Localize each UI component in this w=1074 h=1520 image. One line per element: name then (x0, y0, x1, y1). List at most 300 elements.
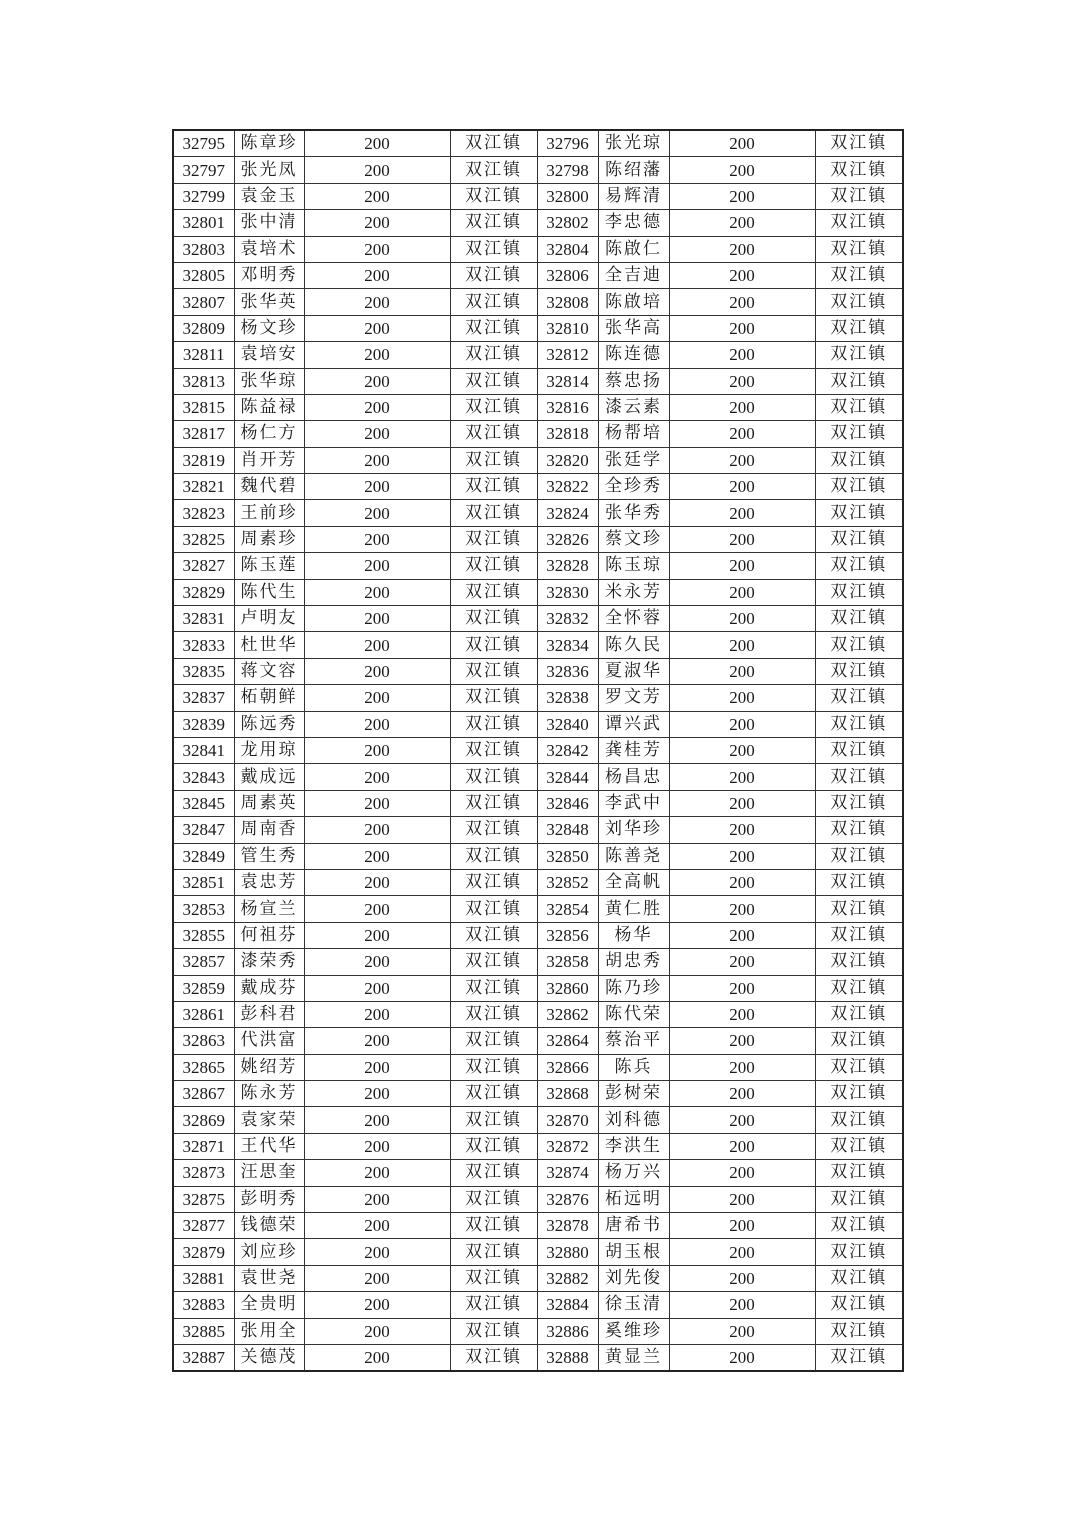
left-record-id-cell: 32829 (173, 579, 234, 605)
left-record-id-cell: 32797 (173, 157, 234, 183)
left-record-id-cell: 32835 (173, 658, 234, 684)
right-person-name-cell: 杨华 (598, 922, 669, 948)
left-amount-cell: 200 (304, 315, 450, 341)
right-record-id-cell: 32818 (537, 421, 598, 447)
left-amount-cell: 200 (304, 1318, 450, 1344)
right-person-name-cell: 陈久民 (598, 632, 669, 658)
left-amount-cell: 200 (304, 1107, 450, 1133)
table-row (173, 685, 903, 711)
table-row (173, 869, 903, 895)
right-town-name-cell: 双江镇 (815, 1028, 903, 1054)
left-amount-cell: 200 (304, 606, 450, 632)
left-amount-cell: 200 (304, 500, 450, 526)
left-town-name-cell: 双江镇 (450, 737, 537, 763)
right-person-name-cell: 全吉迪 (598, 262, 669, 288)
right-person-name-cell: 谭兴武 (598, 711, 669, 737)
right-amount-cell: 200 (669, 869, 815, 895)
left-town-name-cell: 双江镇 (450, 632, 537, 658)
left-person-name-cell: 刘应珍 (234, 1239, 304, 1265)
right-person-name-cell: 刘华珍 (598, 817, 669, 843)
right-town-name-cell: 双江镇 (815, 737, 903, 763)
right-record-id-cell: 32822 (537, 474, 598, 500)
left-town-name-cell: 双江镇 (450, 342, 537, 368)
left-person-name-cell: 陈章珍 (234, 130, 304, 157)
right-amount-cell: 200 (669, 157, 815, 183)
right-record-id-cell: 32830 (537, 579, 598, 605)
left-amount-cell: 200 (304, 790, 450, 816)
right-record-id-cell: 32850 (537, 843, 598, 869)
left-person-name-cell: 肖开芳 (234, 447, 304, 473)
right-person-name-cell: 罗文芳 (598, 685, 669, 711)
left-town-name-cell: 双江镇 (450, 526, 537, 552)
left-person-name-cell: 陈益禄 (234, 394, 304, 420)
left-town-name-cell: 双江镇 (450, 1213, 537, 1239)
right-amount-cell: 200 (669, 1028, 815, 1054)
left-person-name-cell: 戴成远 (234, 764, 304, 790)
right-amount-cell: 200 (669, 843, 815, 869)
table-row (173, 764, 903, 790)
right-person-name-cell: 张廷学 (598, 447, 669, 473)
left-town-name-cell: 双江镇 (450, 1292, 537, 1318)
left-town-name-cell: 双江镇 (450, 975, 537, 1001)
right-town-name-cell: 双江镇 (815, 1265, 903, 1291)
table-row (173, 500, 903, 526)
right-person-name-cell: 蔡治平 (598, 1028, 669, 1054)
subsidy-roster-table (172, 129, 904, 1372)
table-row (173, 896, 903, 922)
right-record-id-cell: 32796 (537, 130, 598, 157)
table-row (173, 1160, 903, 1186)
left-record-id-cell: 32823 (173, 500, 234, 526)
right-town-name-cell: 双江镇 (815, 1344, 903, 1371)
right-record-id-cell: 32828 (537, 553, 598, 579)
right-town-name-cell: 双江镇 (815, 553, 903, 579)
left-person-name-cell: 全贵明 (234, 1292, 304, 1318)
right-amount-cell: 200 (669, 685, 815, 711)
right-person-name-cell: 奚维珍 (598, 1318, 669, 1344)
left-record-id-cell: 32815 (173, 394, 234, 420)
right-town-name-cell: 双江镇 (815, 1239, 903, 1265)
right-amount-cell: 200 (669, 289, 815, 315)
left-record-id-cell: 32879 (173, 1239, 234, 1265)
right-record-id-cell: 32844 (537, 764, 598, 790)
right-amount-cell: 200 (669, 606, 815, 632)
left-amount-cell: 200 (304, 869, 450, 895)
right-town-name-cell: 双江镇 (815, 1054, 903, 1080)
table-row (173, 1213, 903, 1239)
right-town-name-cell: 双江镇 (815, 236, 903, 262)
left-person-name-cell: 戴成芬 (234, 975, 304, 1001)
right-amount-cell: 200 (669, 210, 815, 236)
right-person-name-cell: 张华高 (598, 315, 669, 341)
right-person-name-cell: 蔡文珍 (598, 526, 669, 552)
left-record-id-cell: 32801 (173, 210, 234, 236)
left-town-name-cell: 双江镇 (450, 1318, 537, 1344)
left-record-id-cell: 32813 (173, 368, 234, 394)
left-amount-cell: 200 (304, 764, 450, 790)
table-row (173, 579, 903, 605)
left-record-id-cell: 32865 (173, 1054, 234, 1080)
right-amount-cell: 200 (669, 764, 815, 790)
left-amount-cell: 200 (304, 1028, 450, 1054)
table-row (173, 606, 903, 632)
table-row (173, 394, 903, 420)
left-town-name-cell: 双江镇 (450, 1054, 537, 1080)
left-record-id-cell: 32807 (173, 289, 234, 315)
right-town-name-cell: 双江镇 (815, 500, 903, 526)
left-record-id-cell: 32863 (173, 1028, 234, 1054)
right-person-name-cell: 漆云素 (598, 394, 669, 420)
left-person-name-cell: 袁培安 (234, 342, 304, 368)
left-town-name-cell: 双江镇 (450, 262, 537, 288)
left-amount-cell: 200 (304, 579, 450, 605)
left-amount-cell: 200 (304, 262, 450, 288)
left-record-id-cell: 32871 (173, 1133, 234, 1159)
left-person-name-cell: 袁忠芳 (234, 869, 304, 895)
left-town-name-cell: 双江镇 (450, 553, 537, 579)
left-town-name-cell: 双江镇 (450, 1344, 537, 1371)
right-record-id-cell: 32868 (537, 1081, 598, 1107)
left-record-id-cell: 32867 (173, 1081, 234, 1107)
right-record-id-cell: 32812 (537, 342, 598, 368)
right-town-name-cell: 双江镇 (815, 922, 903, 948)
right-record-id-cell: 32808 (537, 289, 598, 315)
right-town-name-cell: 双江镇 (815, 975, 903, 1001)
right-amount-cell: 200 (669, 949, 815, 975)
left-amount-cell: 200 (304, 394, 450, 420)
right-amount-cell: 200 (669, 1133, 815, 1159)
left-amount-cell: 200 (304, 1265, 450, 1291)
right-person-name-cell: 杨帮培 (598, 421, 669, 447)
right-person-name-cell: 黄仁胜 (598, 896, 669, 922)
table-row (173, 183, 903, 209)
left-amount-cell: 200 (304, 685, 450, 711)
left-person-name-cell: 杨宣兰 (234, 896, 304, 922)
left-person-name-cell: 周南香 (234, 817, 304, 843)
left-person-name-cell: 陈远秀 (234, 711, 304, 737)
left-amount-cell: 200 (304, 1186, 450, 1212)
table-row (173, 711, 903, 737)
right-amount-cell: 200 (669, 1001, 815, 1027)
right-town-name-cell: 双江镇 (815, 289, 903, 315)
right-town-name-cell: 双江镇 (815, 658, 903, 684)
left-amount-cell: 200 (304, 711, 450, 737)
left-amount-cell: 200 (304, 1160, 450, 1186)
left-town-name-cell: 双江镇 (450, 658, 537, 684)
left-record-id-cell: 32811 (173, 342, 234, 368)
left-person-name-cell: 陈代生 (234, 579, 304, 605)
left-town-name-cell: 双江镇 (450, 315, 537, 341)
left-person-name-cell: 邓明秀 (234, 262, 304, 288)
left-person-name-cell: 张华英 (234, 289, 304, 315)
left-record-id-cell: 32805 (173, 262, 234, 288)
table-row (173, 632, 903, 658)
right-record-id-cell: 32820 (537, 447, 598, 473)
right-amount-cell: 200 (669, 790, 815, 816)
left-record-id-cell: 32809 (173, 315, 234, 341)
left-person-name-cell: 彭科君 (234, 1001, 304, 1027)
left-record-id-cell: 32881 (173, 1265, 234, 1291)
right-amount-cell: 200 (669, 1318, 815, 1344)
right-amount-cell: 200 (669, 1265, 815, 1291)
table-row (173, 1239, 903, 1265)
left-amount-cell: 200 (304, 1081, 450, 1107)
left-person-name-cell: 何祖芬 (234, 922, 304, 948)
left-town-name-cell: 双江镇 (450, 368, 537, 394)
left-person-name-cell: 陈玉莲 (234, 553, 304, 579)
left-person-name-cell: 张用全 (234, 1318, 304, 1344)
table-row (173, 1081, 903, 1107)
right-record-id-cell: 32848 (537, 817, 598, 843)
left-town-name-cell: 双江镇 (450, 1133, 537, 1159)
right-amount-cell: 200 (669, 1054, 815, 1080)
left-town-name-cell: 双江镇 (450, 922, 537, 948)
left-person-name-cell: 袁金玉 (234, 183, 304, 209)
table-row (173, 342, 903, 368)
left-amount-cell: 200 (304, 1344, 450, 1371)
right-amount-cell: 200 (669, 1292, 815, 1318)
left-amount-cell: 200 (304, 236, 450, 262)
left-person-name-cell: 杨仁方 (234, 421, 304, 447)
left-person-name-cell: 姚绍芳 (234, 1054, 304, 1080)
left-record-id-cell: 32887 (173, 1344, 234, 1371)
left-town-name-cell: 双江镇 (450, 896, 537, 922)
left-town-name-cell: 双江镇 (450, 685, 537, 711)
right-town-name-cell: 双江镇 (815, 315, 903, 341)
right-town-name-cell: 双江镇 (815, 1001, 903, 1027)
right-record-id-cell: 32880 (537, 1239, 598, 1265)
left-record-id-cell: 32855 (173, 922, 234, 948)
left-amount-cell: 200 (304, 975, 450, 1001)
right-person-name-cell: 胡玉根 (598, 1239, 669, 1265)
right-town-name-cell: 双江镇 (815, 1160, 903, 1186)
right-person-name-cell: 陈兵 (598, 1054, 669, 1080)
table-row (173, 817, 903, 843)
left-amount-cell: 200 (304, 922, 450, 948)
right-person-name-cell: 陈玉琼 (598, 553, 669, 579)
left-person-name-cell: 杜世华 (234, 632, 304, 658)
right-amount-cell: 200 (669, 262, 815, 288)
right-record-id-cell: 32804 (537, 236, 598, 262)
left-town-name-cell: 双江镇 (450, 421, 537, 447)
right-amount-cell: 200 (669, 975, 815, 1001)
right-person-name-cell: 李武中 (598, 790, 669, 816)
right-amount-cell: 200 (669, 183, 815, 209)
right-town-name-cell: 双江镇 (815, 1213, 903, 1239)
right-record-id-cell: 32840 (537, 711, 598, 737)
right-amount-cell: 200 (669, 1186, 815, 1212)
right-town-name-cell: 双江镇 (815, 896, 903, 922)
right-person-name-cell: 全高帆 (598, 869, 669, 895)
right-amount-cell: 200 (669, 342, 815, 368)
left-amount-cell: 200 (304, 553, 450, 579)
right-town-name-cell: 双江镇 (815, 157, 903, 183)
table-row (173, 1133, 903, 1159)
left-record-id-cell: 32847 (173, 817, 234, 843)
left-record-id-cell: 32877 (173, 1213, 234, 1239)
right-person-name-cell: 胡忠秀 (598, 949, 669, 975)
left-town-name-cell: 双江镇 (450, 474, 537, 500)
table-row (173, 922, 903, 948)
right-amount-cell: 200 (669, 896, 815, 922)
right-person-name-cell: 陈啟培 (598, 289, 669, 315)
left-record-id-cell: 32849 (173, 843, 234, 869)
right-town-name-cell: 双江镇 (815, 394, 903, 420)
right-amount-cell: 200 (669, 130, 815, 157)
left-amount-cell: 200 (304, 447, 450, 473)
left-amount-cell: 200 (304, 1001, 450, 1027)
left-amount-cell: 200 (304, 342, 450, 368)
left-record-id-cell: 32803 (173, 236, 234, 262)
right-amount-cell: 200 (669, 737, 815, 763)
right-record-id-cell: 32862 (537, 1001, 598, 1027)
left-town-name-cell: 双江镇 (450, 790, 537, 816)
left-amount-cell: 200 (304, 130, 450, 157)
right-amount-cell: 200 (669, 711, 815, 737)
right-person-name-cell: 柘远明 (598, 1186, 669, 1212)
right-amount-cell: 200 (669, 922, 815, 948)
right-amount-cell: 200 (669, 553, 815, 579)
right-record-id-cell: 32870 (537, 1107, 598, 1133)
right-amount-cell: 200 (669, 526, 815, 552)
table-row (173, 421, 903, 447)
table-row (173, 368, 903, 394)
left-town-name-cell: 双江镇 (450, 764, 537, 790)
right-record-id-cell: 32864 (537, 1028, 598, 1054)
right-amount-cell: 200 (669, 1081, 815, 1107)
left-person-name-cell: 漆荣秀 (234, 949, 304, 975)
table-row (173, 1265, 903, 1291)
right-person-name-cell: 李忠德 (598, 210, 669, 236)
left-town-name-cell: 双江镇 (450, 1081, 537, 1107)
left-person-name-cell: 代洪富 (234, 1028, 304, 1054)
left-town-name-cell: 双江镇 (450, 843, 537, 869)
right-record-id-cell: 32846 (537, 790, 598, 816)
right-amount-cell: 200 (669, 1239, 815, 1265)
left-person-name-cell: 彭明秀 (234, 1186, 304, 1212)
table-row (173, 289, 903, 315)
left-town-name-cell: 双江镇 (450, 869, 537, 895)
left-amount-cell: 200 (304, 1133, 450, 1159)
right-record-id-cell: 32878 (537, 1213, 598, 1239)
left-town-name-cell: 双江镇 (450, 447, 537, 473)
right-town-name-cell: 双江镇 (815, 210, 903, 236)
right-amount-cell: 200 (669, 658, 815, 684)
right-person-name-cell: 陈乃珍 (598, 975, 669, 1001)
right-town-name-cell: 双江镇 (815, 632, 903, 658)
right-person-name-cell: 黄显兰 (598, 1344, 669, 1371)
table-row (173, 1054, 903, 1080)
left-town-name-cell: 双江镇 (450, 130, 537, 157)
table-row (173, 315, 903, 341)
left-record-id-cell: 32799 (173, 183, 234, 209)
table-row (173, 157, 903, 183)
table-row (173, 975, 903, 1001)
left-person-name-cell: 杨文珍 (234, 315, 304, 341)
left-person-name-cell: 袁家荣 (234, 1107, 304, 1133)
table-row (173, 843, 903, 869)
left-record-id-cell: 32885 (173, 1318, 234, 1344)
left-person-name-cell: 周素珍 (234, 526, 304, 552)
right-amount-cell: 200 (669, 817, 815, 843)
left-person-name-cell: 袁培术 (234, 236, 304, 262)
left-amount-cell: 200 (304, 737, 450, 763)
left-person-name-cell: 蒋文容 (234, 658, 304, 684)
left-record-id-cell: 32845 (173, 790, 234, 816)
left-person-name-cell: 关德茂 (234, 1344, 304, 1371)
right-record-id-cell: 32814 (537, 368, 598, 394)
left-amount-cell: 200 (304, 658, 450, 684)
right-town-name-cell: 双江镇 (815, 1318, 903, 1344)
left-amount-cell: 200 (304, 949, 450, 975)
left-person-name-cell: 管生秀 (234, 843, 304, 869)
right-amount-cell: 200 (669, 447, 815, 473)
table-row (173, 1001, 903, 1027)
right-record-id-cell: 32858 (537, 949, 598, 975)
left-record-id-cell: 32861 (173, 1001, 234, 1027)
right-town-name-cell: 双江镇 (815, 474, 903, 500)
left-person-name-cell: 王代华 (234, 1133, 304, 1159)
right-person-name-cell: 徐玉清 (598, 1292, 669, 1318)
right-person-name-cell: 张华秀 (598, 500, 669, 526)
right-person-name-cell: 全珍秀 (598, 474, 669, 500)
left-town-name-cell: 双江镇 (450, 817, 537, 843)
left-amount-cell: 200 (304, 526, 450, 552)
left-record-id-cell: 32875 (173, 1186, 234, 1212)
right-town-name-cell: 双江镇 (815, 447, 903, 473)
table-row (173, 1186, 903, 1212)
table-row (173, 130, 903, 157)
right-town-name-cell: 双江镇 (815, 869, 903, 895)
left-record-id-cell: 32821 (173, 474, 234, 500)
right-person-name-cell: 陈连德 (598, 342, 669, 368)
roster-body (173, 130, 903, 1371)
right-town-name-cell: 双江镇 (815, 790, 903, 816)
right-record-id-cell: 32852 (537, 869, 598, 895)
right-record-id-cell: 32884 (537, 1292, 598, 1318)
right-record-id-cell: 32882 (537, 1265, 598, 1291)
right-amount-cell: 200 (669, 474, 815, 500)
left-record-id-cell: 32843 (173, 764, 234, 790)
table-row (173, 737, 903, 763)
left-person-name-cell: 钱德荣 (234, 1213, 304, 1239)
right-town-name-cell: 双江镇 (815, 342, 903, 368)
right-amount-cell: 200 (669, 1344, 815, 1371)
right-record-id-cell: 32854 (537, 896, 598, 922)
left-town-name-cell: 双江镇 (450, 606, 537, 632)
left-person-name-cell: 王前珍 (234, 500, 304, 526)
right-amount-cell: 200 (669, 421, 815, 447)
left-record-id-cell: 32837 (173, 685, 234, 711)
left-town-name-cell: 双江镇 (450, 157, 537, 183)
right-record-id-cell: 32876 (537, 1186, 598, 1212)
left-amount-cell: 200 (304, 157, 450, 183)
table-row (173, 474, 903, 500)
right-person-name-cell: 刘先俊 (598, 1265, 669, 1291)
left-record-id-cell: 32851 (173, 869, 234, 895)
right-person-name-cell: 陈善尧 (598, 843, 669, 869)
right-record-id-cell: 32872 (537, 1133, 598, 1159)
right-amount-cell: 200 (669, 394, 815, 420)
right-record-id-cell: 32826 (537, 526, 598, 552)
left-town-name-cell: 双江镇 (450, 1107, 537, 1133)
right-record-id-cell: 32798 (537, 157, 598, 183)
left-person-name-cell: 卢明友 (234, 606, 304, 632)
right-record-id-cell: 32874 (537, 1160, 598, 1186)
left-town-name-cell: 双江镇 (450, 1265, 537, 1291)
right-record-id-cell: 32856 (537, 922, 598, 948)
right-town-name-cell: 双江镇 (815, 1186, 903, 1212)
